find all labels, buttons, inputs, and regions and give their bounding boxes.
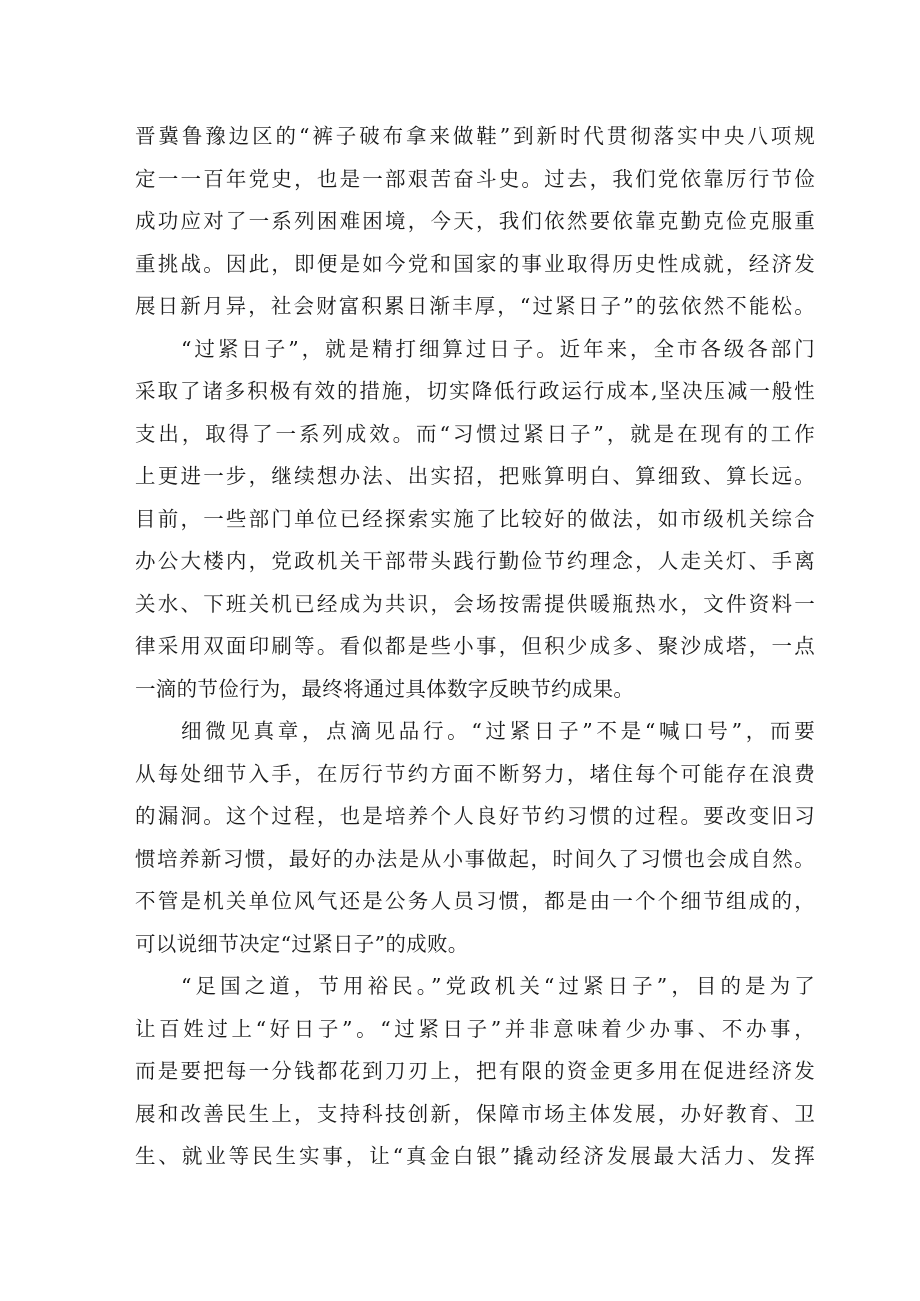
text-line: 从每处细节入手，在厉行节约方面不断努力，堵住每个可能存在浪费 (135, 761, 815, 786)
text-line: 不管是机关单位风气还是公务人员习惯，都是由一个个细节组成的， (135, 889, 815, 913)
text-line: 采取了诸多积极有效的措施，切实降低行政运行成本,坚决压减一般性 (135, 379, 815, 403)
text-line: 让百姓过上“好日子”。“过紧日子”并非意味着少办事、不办事， (135, 1016, 815, 1041)
text-line: 而是要把每一分钱都花到刀刃上，把有限的资金更多用在促进经济发 (135, 1059, 815, 1083)
text-line: 惯培养新习惯，最好的办法是从小事做起，时间久了习惯也会成自然。 (135, 846, 815, 871)
paragraph-first-line: 细微见真章，点滴见品行。“过紧日子”不是“喊口号”，而要 (181, 719, 815, 743)
text-line: 晋冀鲁豫边区的“裤子破布拿来做鞋”到新时代贯彻落实中央八项规 (135, 124, 815, 148)
text-line: 律采用双面印刷等。看似都是些小事，但积少成多、聚沙成塔，一点 (135, 634, 815, 658)
text-line: 生、就业等民生实事，让“真金白银”撬动经济发展最大活力、发挥 (135, 1144, 815, 1168)
text-line: 展日新月异，社会财富积累日渐丰厚，“过紧日子”的弦依然不能松。 (135, 294, 815, 318)
text-line: 展和改善民生上，支持科技创新，保障市场主体发展，办好教育、卫 (135, 1101, 815, 1126)
paragraph-last-line: 可以说细节决定“过紧日子”的成败。 (135, 931, 469, 956)
text-line: 支出，取得了一系列成效。而“习惯过紧日子”，就是在现有的工作 (135, 421, 815, 446)
text-line: 关水、下班关机已经成为共识，会场按需提供暖瓶热水，文件资料一 (135, 591, 815, 616)
text-line: 办公大楼内，党政机关干部带头践行勤俭节约理念，人走关灯、手离 (135, 549, 815, 573)
text-line: 目前，一些部门单位已经探索实施了比较好的做法，如市级机关综合 (135, 506, 815, 531)
paragraph-last-line: 一滴的节俭行为，最终将通过具体数字反映节约成果。 (135, 676, 635, 701)
paragraph-first-line: “足国之道，节用裕民。”党政机关“过紧日子”，目的是为了 (181, 974, 815, 998)
text-line: 上更进一步，继续想办法、出实招，把账算明白、算细致、算长远。 (135, 464, 815, 488)
text-line: 定一一百年党史，也是一部艰苦奋斗史。过去，我们党依靠厉行节俭 (135, 166, 815, 191)
text-line: 重挑战。因此，即便是如今党和国家的事业取得历史性成就，经济发 (135, 251, 815, 276)
body-text (135, 115, 815, 1178)
text-line: 的漏洞。这个过程，也是培养个人良好节约习惯的过程。要改变旧习 (135, 804, 815, 828)
paragraph-first-line: “过紧日子”，就是精打细算过日子。近年来，全市各级各部门 (181, 336, 815, 361)
text-line: 成功应对了一系列困难困境，今天，我们依然要依靠克勤克俭克服重 (135, 209, 815, 233)
